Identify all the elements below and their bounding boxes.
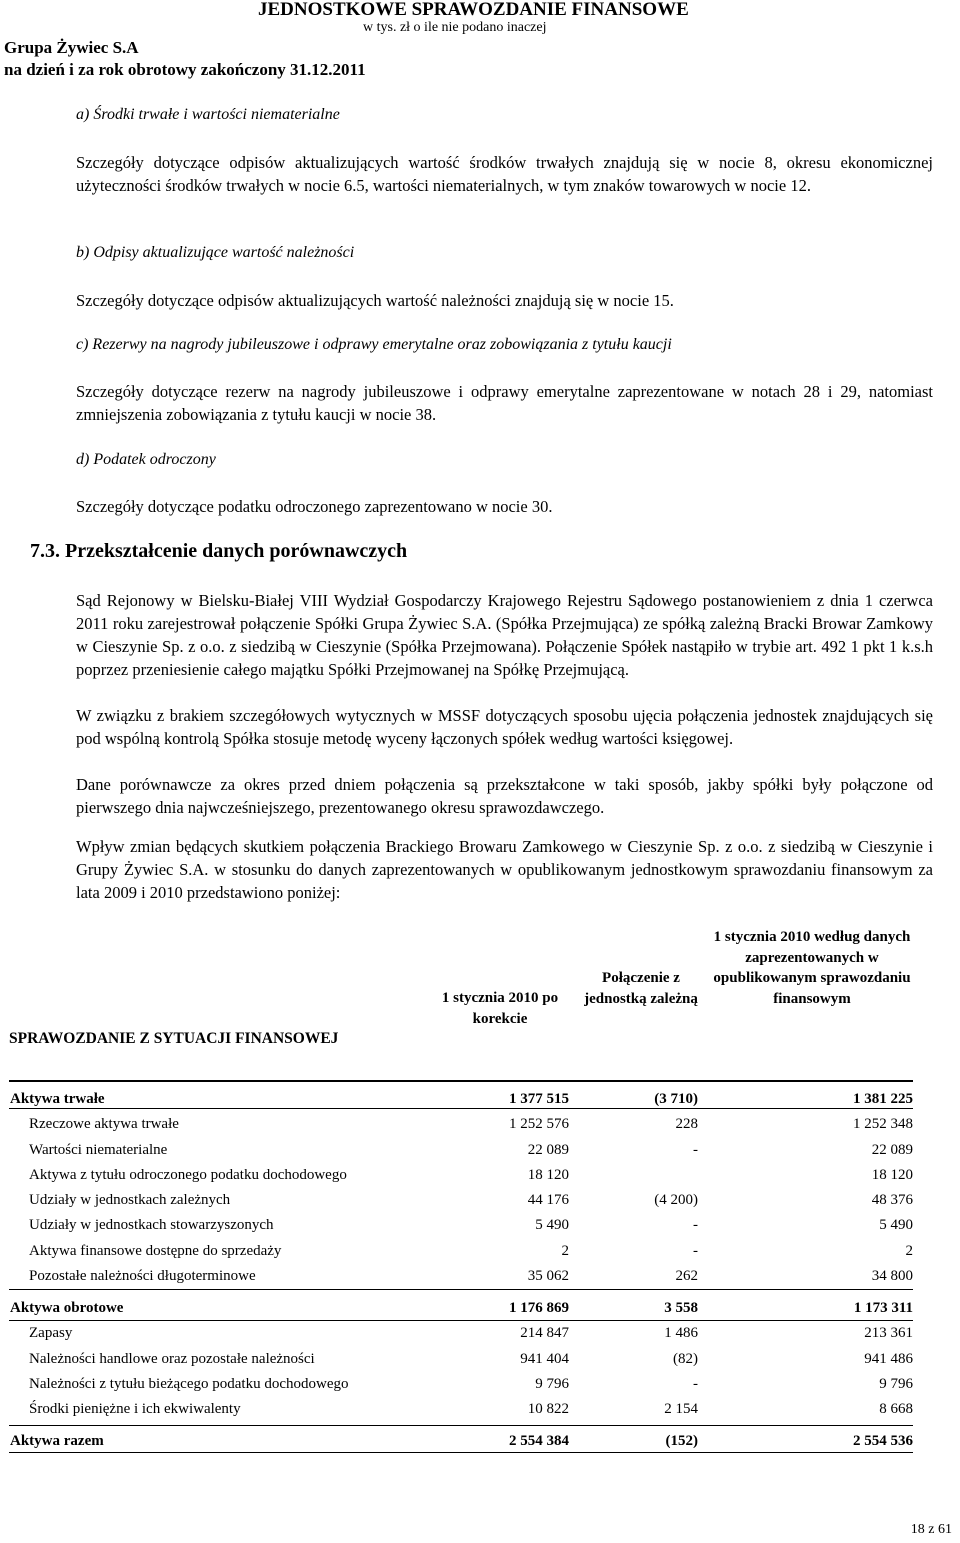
table-row [0, 1398, 960, 1423]
value-after-correction: 1 252 576 [509, 1116, 569, 1132]
value-merger: - [693, 1376, 698, 1392]
value-after-correction: 2 [561, 1243, 569, 1259]
value-after-correction: 941 404 [520, 1351, 569, 1367]
table-row [0, 1322, 960, 1347]
section-d-title: d) Podatek odroczony [76, 451, 216, 468]
row-label: Aktywa obrotowe [10, 1300, 124, 1316]
table-row [0, 1113, 960, 1138]
table-row [0, 1265, 960, 1290]
row-label: Środki pieniężne i ich ekwiwalenty [29, 1401, 241, 1417]
value-published: 1 252 348 [853, 1116, 913, 1132]
value-after-correction: 10 822 [527, 1401, 569, 1417]
table-row [0, 1240, 960, 1265]
row-label: Wartości niematerialne [29, 1142, 168, 1158]
row-label: Należności handlowe oraz pozostałe należności [29, 1351, 315, 1367]
row-label: Aktywa finansowe dostępne do sprzedaży [29, 1243, 282, 1259]
section-b-title: b) Odpisy aktualizujące wartość należności [76, 244, 355, 261]
value-published: 9 796 [879, 1376, 913, 1392]
value-after-correction: 2 554 384 [509, 1433, 569, 1449]
section-a-text: Szczegóły dotyczące odpisów aktualizujących wartość środków trwałych znajdują się w nocie 8, okresu ekonomicznej użyteczności środków trwałych w nocie 6.5, wartości niematerialnych, w tym znaków towarowych w nocie 12. [76, 153, 933, 195]
paragraph-impact-intro: Wpływ zmian będących skutkiem połączenia Brackiego Browaru Zamkowego w Cieszynie Sp. z o.o. z siedzibą w Cieszynie i Grupy Żywiec S.A. w stosunku do danych zaprezentowanych w opublikowanym jednostkowym sprawozdaniu finansowym za lata 2009 i 2010 przedstawiono poniżej: [76, 837, 933, 902]
value-after-correction: 9 796 [535, 1376, 569, 1392]
section-a-title: a) Środki trwałe i wartości niematerialne [76, 106, 340, 123]
value-merger: 3 558 [664, 1300, 698, 1316]
row-label: Rzeczowe aktywa trwałe [29, 1116, 179, 1132]
table-row [0, 1373, 960, 1398]
table-row [0, 1348, 960, 1373]
value-published: 1 173 311 [853, 1300, 913, 1316]
reporting-date: na dzień i za rok obrotowy zakończony 31.12.2011 [4, 60, 366, 79]
row-label: Aktywa razem [10, 1433, 104, 1449]
row-label: Należności z tytułu bieżącego podatku dochodowego [29, 1376, 349, 1392]
value-merger: (4 200) [654, 1192, 698, 1208]
value-merger: - [693, 1142, 698, 1158]
value-published: 18 120 [871, 1167, 913, 1183]
value-published: 1 381 225 [853, 1091, 913, 1107]
table-row [0, 1139, 960, 1164]
table-row [0, 1214, 960, 1239]
table-row [0, 1430, 960, 1455]
row-label: Zapasy [29, 1325, 73, 1341]
value-after-correction: 22 089 [527, 1142, 569, 1158]
value-after-correction: 214 847 [520, 1325, 569, 1341]
section-b-text: Szczegóły dotyczące odpisów aktualizujących wartość należności znajdują się w nocie 15. [76, 291, 674, 310]
table-row [0, 1164, 960, 1189]
column-header-merger: Połączenie z jednostką zależną [584, 970, 698, 1007]
value-merger: (152) [665, 1433, 698, 1449]
section-heading: 7.3. Przekształcenie danych porównawczych [30, 540, 408, 562]
value-published: 48 376 [871, 1192, 913, 1208]
row-label: Aktywa z tytułu odroczonego podatku dochodowego [29, 1167, 347, 1183]
value-published: 22 089 [871, 1142, 913, 1158]
row-label: Udziały w jednostkach zależnych [29, 1192, 231, 1208]
value-merger: 262 [675, 1268, 698, 1284]
section-c-title: c) Rezerwy na nagrody jubileuszowe i odprawy emerytalne oraz zobowiązania z tytułu kaucji [76, 336, 672, 353]
value-merger: (3 710) [654, 1091, 698, 1107]
value-published: 8 668 [879, 1401, 913, 1417]
units-note: w tys. zł o ile nie podano inaczej [363, 20, 547, 35]
report-title: JEDNOSTKOWE SPRAWOZDANIE FINANSOWE [258, 0, 689, 20]
value-merger: 1 486 [664, 1325, 698, 1341]
value-merger: - [693, 1243, 698, 1259]
paragraph-comparative-data: Dane porównawcze za okres przed dniem połączenia są przekształcone w taki sposób, jakby spółki były połączone od pierwszego dnia najwcześniejszego, prezentowanego okresu sprawozdawczego. [76, 775, 933, 817]
value-published: 941 486 [864, 1351, 913, 1367]
value-after-correction: 1 176 869 [509, 1300, 569, 1316]
value-after-correction: 5 490 [535, 1217, 569, 1233]
value-published: 2 554 536 [853, 1433, 913, 1449]
value-after-correction: 18 120 [527, 1167, 569, 1183]
paragraph-accounting-method: W związku z brakiem szczegółowych wytycznych w MSSF dotyczących sposobu ujęcia połączenia jednostek znajdujących się pod wspólną kontrolą Spółka stosuje metodę wyceny łączonych spółek według wartości księgowej. [76, 706, 933, 748]
section-d-text: Szczegóły dotyczące podatku odroczonego zaprezentowano w nocie 30. [76, 497, 553, 516]
value-after-correction: 1 377 515 [509, 1091, 569, 1107]
table-row [0, 1189, 960, 1214]
value-published: 34 800 [871, 1268, 913, 1284]
table-row [0, 1297, 960, 1322]
row-label: Aktywa trwałe [10, 1091, 105, 1107]
value-published: 2 [905, 1243, 913, 1259]
table-header-rule [9, 1080, 913, 1082]
section-c-text: Szczegóły dotyczące rezerw na nagrody jubileuszowe i odprawy emerytalne zaprezentowane w notach 28 i 29, natomiast zmniejszenia zobowiązania z tytułu kaucji w nocie 38. [76, 382, 933, 424]
value-merger: 228 [675, 1116, 698, 1132]
row-label: Udziały w jednostkach stowarzyszonych [29, 1217, 274, 1233]
paragraph-merger-registration: Sąd Rejonowy w Bielsku-Białej VIII Wydział Gospodarczy Krajowego Rejestru Sądowego postanowieniem z dnia 1 czerwca 2011 roku zarejestrował połączenie Spółki Grupa Żywiec S.A. (Spółka Przejmująca) ze spółką zależną Bracki Browar Zamkowy w Cieszynie Sp. z o.o. z siedzibą w Cieszynie (Spółka Przejmowana). Połączenie Spółek nastąpiło w trybie art. 492 1 pkt 1 k.s.h poprzez przeniesienie całego majątku Spółki Przejmowanej na Spółkę Przejmującą. [76, 591, 933, 679]
value-merger: - [693, 1217, 698, 1233]
column-header-published: 1 stycznia 2010 według danych zaprezentowanych w opublikowanym sprawozdaniu finansowym [713, 929, 911, 1007]
row-label: Pozostałe należności długoterminowe [29, 1268, 256, 1284]
value-published: 213 361 [864, 1325, 913, 1341]
section-rule-total-top [9, 1425, 913, 1426]
value-merger: 2 154 [664, 1401, 698, 1417]
page-number: 18 z 61 [910, 1522, 952, 1537]
table-row [0, 1088, 960, 1113]
value-published: 5 490 [879, 1217, 913, 1233]
company-name: Grupa Żywiec S.A [4, 38, 139, 57]
column-header-after-correction: 1 stycznia 2010 po korekcie [441, 990, 559, 1027]
value-merger: (82) [673, 1351, 698, 1367]
value-after-correction: 35 062 [527, 1268, 569, 1284]
table-title: SPRAWOZDANIE Z SYTUACJI FINANSOWEJ [9, 1030, 339, 1047]
value-after-correction: 44 176 [527, 1192, 569, 1208]
